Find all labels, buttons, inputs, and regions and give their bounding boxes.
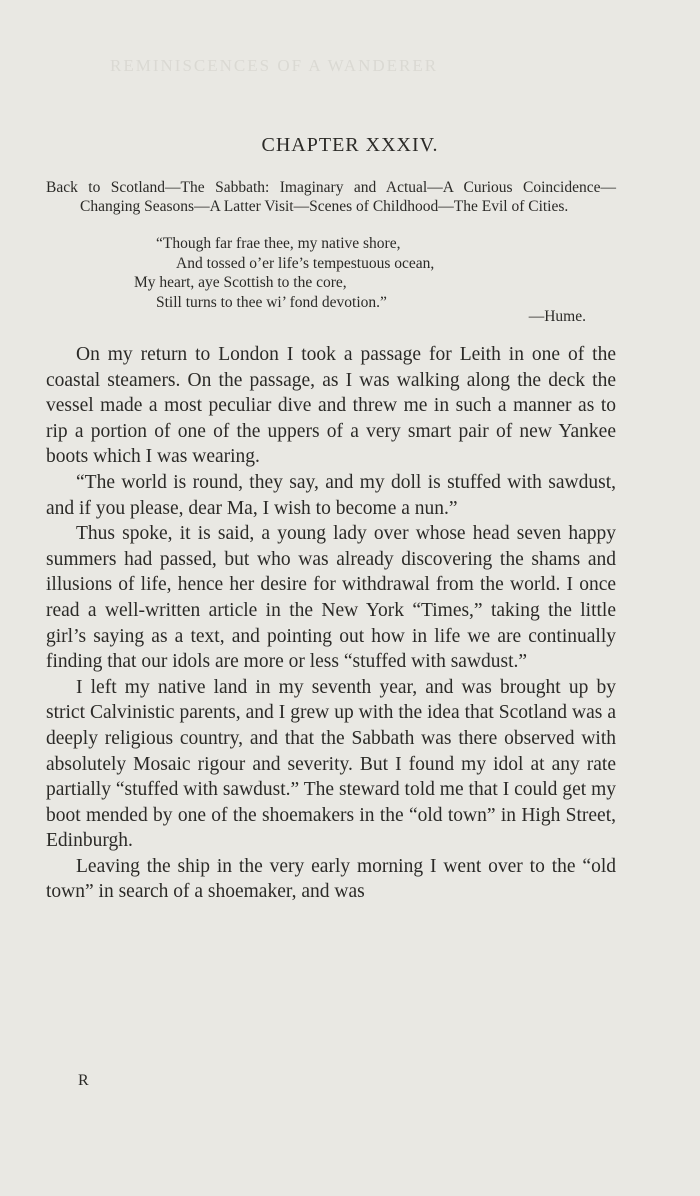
verse-line: “Though far frae thee, my native shore, (156, 235, 401, 252)
synopsis-text: Back to Scotland—The Sabbath: Imaginary and Actual—A Curious Coincidence—Changing Seasons—A Latter Visit—Scenes of Childhood—The Evil of Cities. (46, 179, 616, 215)
paragraph: “The world is round, they say, and my doll is stuffed with sawdust, and if you please, dear Ma, I wish to become a nun.” (46, 471, 616, 519)
body-text (46, 342, 616, 905)
paragraph: Thus spoke, it is said, a young lady over whose head seven happy summers had passed, but who was already discovering the shams and illusions of life, hence her desire for withdrawal from the world. I once read a well-written article in the New York “Times,” taking the little girl’s saying as a text, and pointing out how in life we are continually finding that our idols are more or less “stuffed with sawdust.” (46, 523, 616, 673)
paragraph: On my return to London I took a passage for Leith in one of the coastal steamers. On the passage, as I was walking along the deck the vessel made a most peculiar dive and threw me in such a manner as to rip a portion of one of the uppers of a very smart pair of new Yankee boots which I was wearing. (46, 344, 616, 468)
chapter-title: CHAPTER XXXIV. (261, 134, 439, 156)
bleed-through-header: REMINISCENCES OF A WANDERER (110, 56, 439, 75)
chapter-synopsis (46, 178, 616, 216)
paragraph: I left my native land in my seventh year, and was brought up by strict Calvinistic parents, and I grew up with the idea that Scotland was a deeply religious country, and that the Sabbath was there observed with absolutely Mosaic rigour and severity. But I found my idol at any rate partially “stuffed with sawdust.” The steward told me that I could get my boot mended by one of the shoemakers in the “old town” in High Street, Edinburgh. (46, 676, 616, 852)
epigraph-verse (134, 234, 594, 312)
signature-mark: R (78, 1072, 89, 1089)
paragraph: Leaving the ship in the very early morning I went over to the “old town” in search of a shoemaker, and was (46, 855, 616, 903)
verse-line: And tossed o’er life’s tempestuous ocean, (176, 254, 435, 272)
verse-line: Still turns to thee wi’ fond devotion.” (156, 293, 387, 311)
verse-attribution: —Hume. (528, 308, 586, 325)
verse-line: My heart, aye Scottish to the core, (134, 274, 347, 291)
